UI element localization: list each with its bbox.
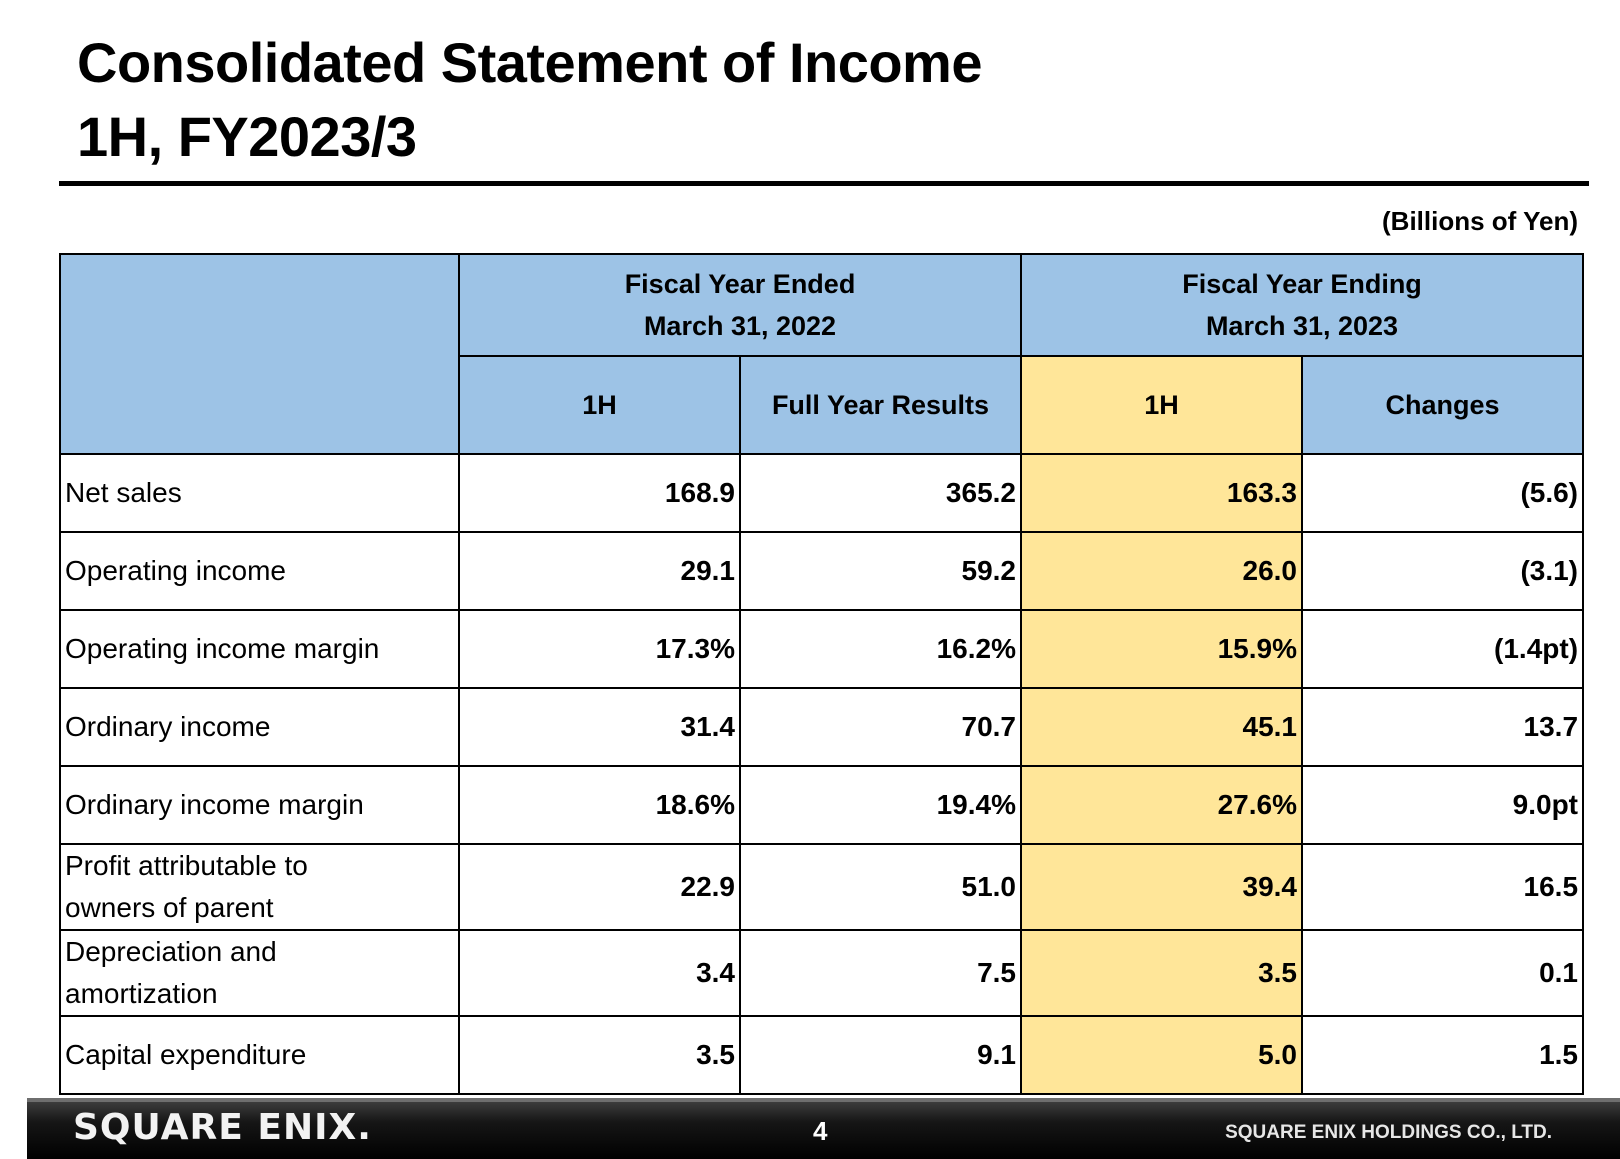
value-fy2023-1h: 3.5: [1021, 930, 1302, 1016]
title-divider: [59, 181, 1589, 186]
table-row: [60, 610, 1583, 688]
row-label: Profit attributable to owners of parent: [60, 844, 459, 930]
table-row: [60, 844, 1583, 930]
value-changes: 0.1: [1302, 930, 1583, 1016]
table-corner-cell: [60, 254, 459, 454]
value-fy2022-1h: 22.9: [459, 844, 740, 930]
value-fy2023-1h: 163.3: [1021, 454, 1302, 532]
value-changes: 9.0pt: [1302, 766, 1583, 844]
page-title-text: Consolidated Statement of Income 1H, FY2023/3: [77, 31, 982, 168]
value-fy2022-full-year: 16.2%: [740, 610, 1021, 688]
table-row: [60, 532, 1583, 610]
value-fy2023-1h: 15.9%: [1021, 610, 1302, 688]
col-header-fy2022-1h: 1H: [459, 356, 740, 454]
table-row: [60, 1016, 1583, 1094]
company-name: SQUARE ENIX HOLDINGS CO., LTD.: [1225, 1122, 1552, 1143]
value-fy2022-full-year: 7.5: [740, 930, 1021, 1016]
value-changes: 1.5: [1302, 1016, 1583, 1094]
table-row: [60, 454, 1583, 532]
table-row: [60, 766, 1583, 844]
table-group-header-row: [60, 254, 1583, 356]
col-header-fy2023-1h: 1H: [1021, 356, 1302, 454]
table-row: [60, 688, 1583, 766]
value-fy2022-1h: 29.1: [459, 532, 740, 610]
value-fy2022-1h: 3.4: [459, 930, 740, 1016]
unit-note: (Billions of Yen): [1382, 206, 1578, 236]
col-header-changes: Changes: [1302, 356, 1583, 454]
value-fy2022-1h: 18.6%: [459, 766, 740, 844]
income-statement-table: [59, 253, 1584, 1095]
value-fy2023-1h: 27.6%: [1021, 766, 1302, 844]
row-label: Operating income: [60, 532, 459, 610]
value-changes: (1.4pt): [1302, 610, 1583, 688]
page-title: [77, 26, 982, 174]
value-fy2023-1h: 39.4: [1021, 844, 1302, 930]
row-label: Ordinary income: [60, 688, 459, 766]
value-fy2023-1h: 26.0: [1021, 532, 1302, 610]
value-fy2022-full-year: 19.4%: [740, 766, 1021, 844]
group-header-fy2023: Fiscal Year Ending March 31, 2023: [1021, 254, 1583, 356]
row-label: Capital expenditure: [60, 1016, 459, 1094]
footer-bar: [27, 1098, 1620, 1159]
row-label: Operating income margin: [60, 610, 459, 688]
value-changes: (5.6): [1302, 454, 1583, 532]
value-fy2022-full-year: 365.2: [740, 454, 1021, 532]
value-changes: 16.5: [1302, 844, 1583, 930]
row-label: Depreciation and amortization: [60, 930, 459, 1016]
value-changes: (3.1): [1302, 532, 1583, 610]
table-row: [60, 930, 1583, 1016]
value-fy2022-1h: 168.9: [459, 454, 740, 532]
row-label: Ordinary income margin: [60, 766, 459, 844]
row-label: Net sales: [60, 454, 459, 532]
value-fy2022-full-year: 9.1: [740, 1016, 1021, 1094]
page-number: 4: [813, 1116, 828, 1146]
value-fy2023-1h: 5.0: [1021, 1016, 1302, 1094]
value-fy2022-1h: 17.3%: [459, 610, 740, 688]
value-fy2022-1h: 3.5: [459, 1016, 740, 1094]
value-fy2023-1h: 45.1: [1021, 688, 1302, 766]
value-changes: 13.7: [1302, 688, 1583, 766]
value-fy2022-full-year: 70.7: [740, 688, 1021, 766]
value-fy2022-full-year: 51.0: [740, 844, 1021, 930]
value-fy2022-full-year: 59.2: [740, 532, 1021, 610]
group-header-fy2022: Fiscal Year Ended March 31, 2022: [459, 254, 1021, 356]
value-fy2022-1h: 31.4: [459, 688, 740, 766]
col-header-fy2022-full-year: Full Year Results: [740, 356, 1021, 454]
square-enix-logo: SQUARE ENIX.: [73, 1107, 372, 1148]
